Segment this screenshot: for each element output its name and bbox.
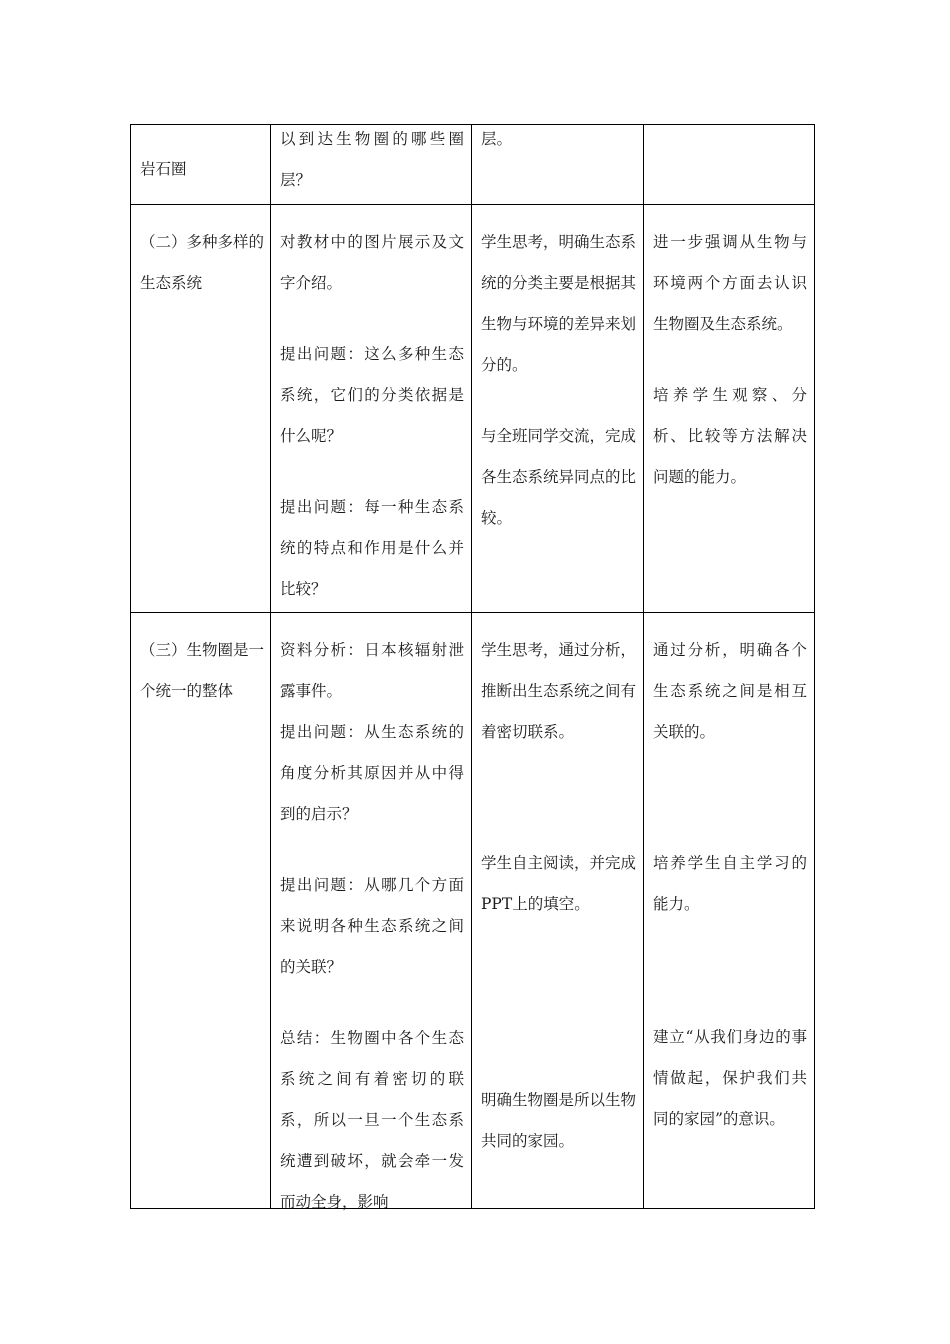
table-border-bottom bbox=[130, 1208, 815, 1209]
teacher-activity-text: 提出问题：从生态系统的角度分析其原因并从中得到的启示？ bbox=[280, 723, 464, 823]
column-divider bbox=[643, 124, 644, 1209]
row-divider bbox=[130, 204, 815, 205]
teacher-activity-text: 总结：生物圈中各个生态系统之间有着密切的联系，所以一旦一个生态系统遭到破坏，就会牵一发而动全身，影响 bbox=[280, 1029, 464, 1211]
topic-text: 岩石圈 bbox=[140, 160, 187, 178]
row1-student-cell bbox=[481, 119, 636, 160]
design-intent-text: 进一步强调从生物与环境两个方面去认识生物圈及生态系统。 bbox=[653, 233, 807, 333]
row1-topic-cell bbox=[140, 149, 262, 190]
teacher-activity-text: 以到达生物圈的哪些圈层？ bbox=[280, 130, 464, 189]
row3-intent-cell bbox=[653, 630, 807, 1140]
topic-text: （二）多种多样的生态系统 bbox=[140, 233, 265, 292]
teacher-activity-text: 提出问题：这么多种生态系统，它们的分类依据是什么呢？ bbox=[280, 345, 464, 445]
row3-topic-cell bbox=[140, 630, 264, 712]
student-activity-text: 学生思考，明确生态系统的分类主要是根据其生物与环境的差异来划分的。 bbox=[481, 233, 637, 374]
lesson-plan-table bbox=[130, 124, 815, 1209]
column-divider bbox=[270, 124, 271, 1209]
table-border-right bbox=[814, 124, 815, 1209]
row3-student-cell bbox=[481, 630, 636, 1162]
row2-teacher-cell bbox=[280, 222, 464, 610]
design-intent-text: 通过分析，明确各个生态系统之间是相互关联的。 bbox=[653, 641, 807, 741]
table-border-top bbox=[130, 124, 815, 125]
row3-teacher-cell bbox=[280, 630, 464, 1223]
student-activity-text: 学生自主阅读，并完成PPT上的填空。 bbox=[481, 854, 637, 913]
student-activity-text: 明确生物圈是所以生物共同的家园。 bbox=[481, 1091, 637, 1150]
design-intent-text: 培养学生自主学习的能力。 bbox=[653, 854, 807, 913]
row2-student-cell bbox=[481, 222, 636, 539]
row2-intent-cell bbox=[653, 222, 807, 498]
row2-topic-cell bbox=[140, 222, 264, 304]
design-intent-text: 培养学生观察、分析、比较等方法解决问题的能力。 bbox=[653, 386, 807, 486]
topic-text: （三）生物圈是一个统一的整体 bbox=[140, 641, 265, 700]
teacher-activity-text: 对教材中的图片展示及文字介绍。 bbox=[280, 233, 464, 292]
row1-teacher-cell bbox=[280, 119, 464, 201]
column-divider bbox=[471, 124, 472, 1209]
teacher-activity-text: 资料分析：日本核辐射泄露事件。 bbox=[280, 641, 464, 700]
teacher-activity-text: 提出问题：从哪几个方面来说明各种生态系统之间的关联？ bbox=[280, 876, 464, 976]
design-intent-text: 建立“从我们身边的事情做起，保护我们共同的家园”的意识。 bbox=[653, 1028, 807, 1128]
student-activity-text: 与全班同学交流，完成各生态系统异同点的比较。 bbox=[481, 427, 637, 527]
row-divider bbox=[130, 612, 815, 613]
student-activity-text: 层。 bbox=[481, 130, 513, 148]
table-border-left bbox=[130, 124, 131, 1209]
teacher-activity-text: 提出问题：每一种生态系统的特点和作用是什么并比较？ bbox=[280, 498, 464, 598]
student-activity-text: 学生思考，通过分析，推断出生态系统之间有着密切联系。 bbox=[481, 641, 637, 741]
